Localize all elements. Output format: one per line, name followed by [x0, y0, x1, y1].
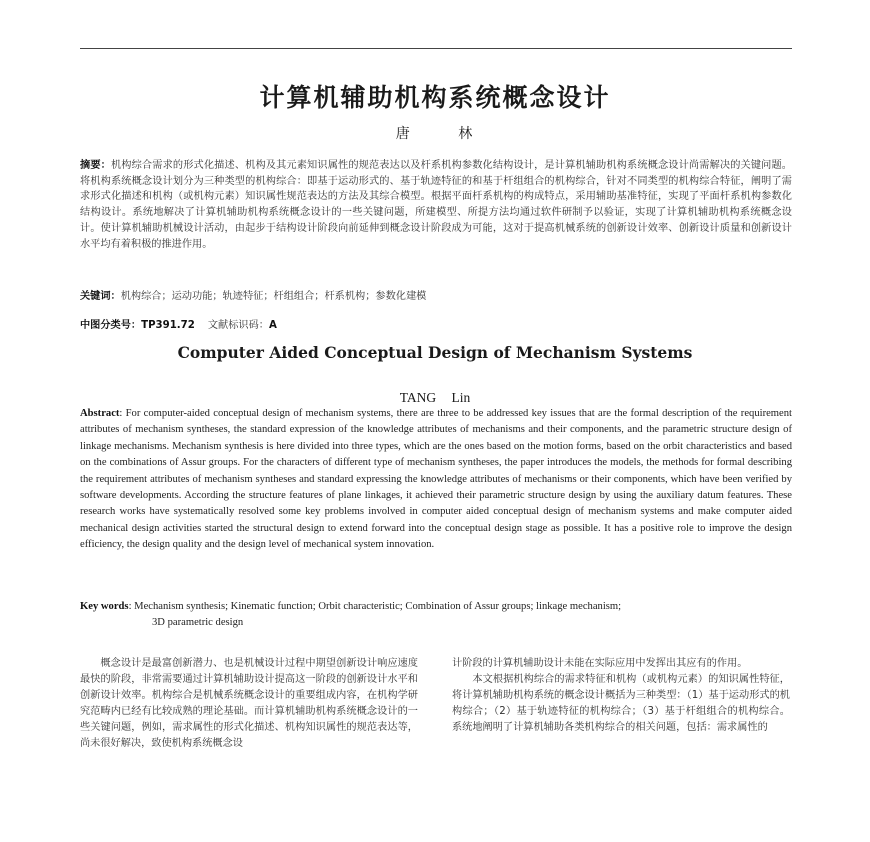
abstract-cn-label: 摘要：: [80, 160, 111, 171]
page-title-cn: 计算机辅助机构系统概念设计: [259, 83, 611, 112]
body-right-paragraph: 计阶段的计算机辅助设计未能在实际应用中发挥出其应有的作用。: [452, 658, 748, 669]
author-en: TANG Lin: [399, 390, 471, 405]
body-column-right: [452, 656, 790, 736]
keywords-en-line1: : Mechanism synthesis; Kinematic function; Orbit characteristic; Combination of Assur groups; linkage mechanism;: [128, 601, 622, 612]
abstract-cn: [80, 158, 792, 252]
keywords-en-line2: 3D parametric design: [152, 617, 244, 629]
body-column-left: [80, 656, 418, 751]
body-left-paragraph: 概念设计是最富创新潜力、也是机械设计过程中期望创新设计响应速度最快的阶段，非常需要通过计算机辅助设计提高这一阶段的创新设计水平和创新设计效率。机构综合是机械系统概念设计的重要组成内容，在机构学研究范畴内已经有比较成熟的理论基础。而计算机辅助机构系统概念设计的一些关键问题，例如，需求属性的形式化描述、机构知识属性的规范表达等，尚未很好解决，致使机构系统概念设: [80, 658, 418, 749]
header-rule: [80, 48, 792, 49]
body-right-paragraph: 本文根据机构综合的需求特征和机构（或机构元素）的知识属性特征，将计算机辅助机构系统的概念设计概括为三种类型：（1）基于运动形式的机构综合；（2）基于轨迹特征的机构综合；（3）基于杆组组合的机构综合。系统地阐明了计算机辅助各类机构综合的相关问题，包括：需求属性的: [452, 673, 790, 733]
abstract-en: [80, 406, 792, 554]
page-title-en: Computer Aided Conceptual Design of Mechanism Systems: [177, 343, 693, 362]
clc-label: 中图分类号：: [80, 320, 142, 331]
doc-code-label: 文献标识码：: [207, 320, 269, 331]
abstract-en-label: Abstract: [80, 408, 120, 419]
keywords-cn-text: 机构综合；运动功能；轨迹特征；杆组组合；杆系机构；参数化建模: [120, 291, 427, 302]
abstract-cn-text: 机构综合需求的形式化描述、机构及其元素知识属性的规范表达以及杆系机构参数化结构设计，是计算机辅助机构系统概念设计尚需解决的关键问题。将机构系统概念设计划分为三种类型的机构综合：即基于运动形式的、基于轨迹特征的和基于杆组组合的机构综合，针对不同类型的机构综合特征，阐明了需求形式化描述和机构（或机构元素）知识属性规范表达的方法及其综合模型。根据平面杆系机构的构成特点，采用辅助基准特征，实现了平面杆系机构参数化结构设计。系统地解决了计算机辅助机构系统概念设计的一些关键问题，所建模型、所提方法均通过软件研制予以验证，实现了计算机辅助机构系统概念设计。使计算机辅助机械设计活动，由起步于结构设计阶段向前延伸到概念设计阶段成为可能，这对于提高机械系统的创新设计效率、创新设计质量和创新设计水平均有着积极的推进作用。: [80, 160, 792, 250]
doc-code-value: A: [268, 320, 277, 331]
keywords-cn: [80, 287, 792, 302]
abstract-en-text: : For computer-aided conceptual design of mechanism systems, there are three to be addressed key issues that are the formal description of the requirement attributes of mechanism syntheses, the standard expression of the knowledge attributes of mechanisms and their components, and the parametric structure design of linkage mechanisms. Mechanism synthesis is here divided into three types, which are the ones based on the motion forms, based on the orbit characteristics and based on the combinations of Assur groups. For the characters of different type of mechanism syntheses, the paper introduces the models, the methods for formal describing the requirement attributes of mechanism syntheses and standard expressing the knowledge attributes of mechanisms or their components, which have been verified by software developments. According the structure features of plane linkages, it achieved their parametric structure design by using the auxiliary datum features. These research works have systematically resolved some key problems involved in computer aided conceptual design of mechanism systems and make computer aided mechanical design activities started the structural design to extend forward into the conceptual design stage as possible. It has a positive role to improve the design efficiency, the design quality and the design level of mechanical system innovation.: [80, 408, 792, 551]
keywords-en: [80, 599, 792, 632]
keywords-en-label: Key words: [80, 601, 129, 612]
clc-value: TP391.72: [141, 320, 195, 331]
classification-line: [80, 316, 792, 331]
author-cn: 唐 林: [395, 126, 495, 142]
keywords-cn-label: 关键词：: [80, 291, 121, 302]
